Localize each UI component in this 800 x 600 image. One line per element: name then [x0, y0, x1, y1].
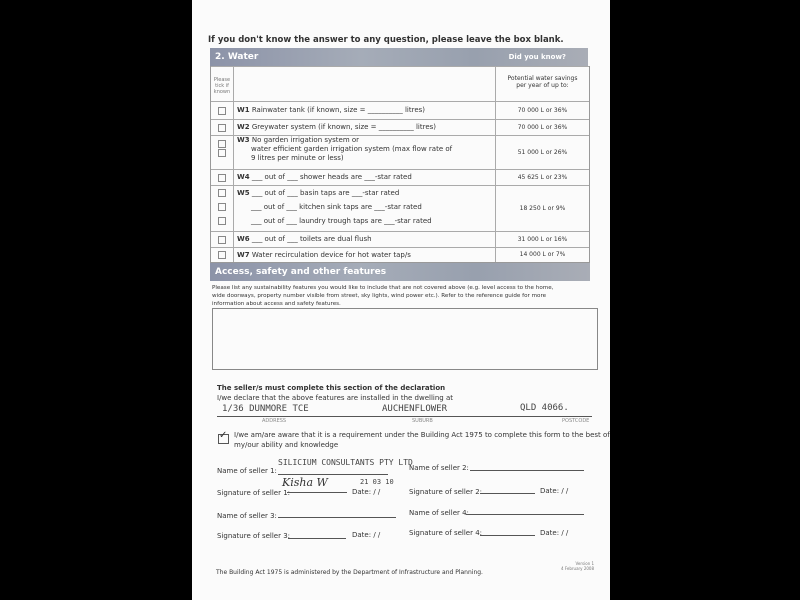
access-features-input[interactable]	[212, 308, 598, 370]
row-text: water efficient garden irrigation system (max flow rate of	[251, 145, 453, 153]
sig4-label: Signature of seller 4:	[409, 529, 483, 537]
footer-text: The Building Act 1975 is administered by the Department of Infrastructure and Planning.	[216, 569, 483, 576]
checkbox-w5-1[interactable]	[218, 189, 226, 197]
date3-label: Date: / /	[352, 531, 381, 539]
water-row-w3	[211, 135, 589, 169]
date4-label: Date: / /	[540, 529, 569, 537]
suburb-value[interactable]: AUCHENFLOWER	[382, 404, 448, 414]
water-row-w1	[211, 101, 589, 119]
water-title: 2. Water	[215, 52, 259, 62]
row-text: ___ out of ___ shower heads are ___-star rated	[251, 173, 412, 181]
access-instructions: Please list any sustainability features you would like to include that are not covered above (e.g. level access to the home, wide doorways, property number visible from street, sky lights, wind power etc.). Refer to the reference guide for more information about access and safety features.	[212, 285, 554, 307]
saving-value: 14 000 L or 7%	[519, 251, 566, 258]
row-code: W3	[237, 136, 250, 144]
row-text: 9 litres per minute or less)	[251, 154, 344, 162]
row-code: W2	[237, 123, 250, 131]
check-icon: ✓	[219, 430, 228, 441]
water-row-w4	[211, 169, 589, 185]
name3-label: Name of seller 3:	[217, 512, 277, 520]
aware-text: I/we am/are aware that it is a requirement under the Building Act 1975 to complete this form to the best of my/our ability and knowledge	[234, 431, 610, 449]
document-page	[192, 0, 610, 600]
row-text: Greywater system (if known, size = __________ litres)	[251, 123, 437, 131]
checkbox-w1-1[interactable]	[218, 107, 226, 115]
version-info: Version 1 4 February 2008	[561, 561, 594, 571]
row-code: W1	[237, 106, 250, 114]
sig3-label: Signature of seller 3:	[217, 532, 291, 540]
name1-label: Name of seller 1:	[217, 467, 277, 475]
suburb-label: SUBURB	[412, 418, 433, 424]
saving-value: 45 625 L or 23%	[517, 174, 568, 181]
row-text: No garden irrigation system or	[251, 136, 360, 144]
row-code: W7	[237, 251, 250, 259]
date1-value[interactable]: 21 03 10	[360, 478, 394, 486]
savings-header: Potential water savings per year of up to:	[507, 75, 578, 89]
address-label: ADDRESS	[262, 418, 287, 424]
water-row-w2	[211, 119, 589, 135]
checkbox-w6-1[interactable]	[218, 236, 226, 244]
postcode-label: POSTCODE	[562, 418, 590, 424]
date1-label: Date: / /	[352, 488, 381, 496]
row-code: W6	[237, 235, 250, 243]
table-header-row	[211, 66, 589, 101]
sig2-label: Signature of seller 2:	[409, 488, 483, 496]
water-table	[210, 66, 590, 263]
declaration-heading: The seller/s must complete this section of the declaration	[217, 384, 446, 392]
aware-checkbox[interactable]	[218, 430, 229, 444]
date2-label: Date: / /	[540, 487, 569, 495]
saving-value: 70 000 L or 36%	[517, 124, 568, 131]
row-text: ___ out of ___ laundry trough taps are ___-star rated	[251, 217, 432, 225]
water-row-w6	[211, 231, 589, 247]
checkbox-w7-1[interactable]	[218, 251, 226, 259]
checkbox-w5-3[interactable]	[218, 217, 226, 225]
water-row-w7	[211, 247, 589, 262]
tick-header: Please tick if known	[211, 67, 234, 101]
checkbox-w3-1[interactable]	[218, 140, 226, 148]
water-row-w5	[211, 185, 589, 231]
checkbox-w2-1[interactable]	[218, 124, 226, 132]
saving-value: 18 250 L or 9%	[519, 205, 566, 212]
instruction: If you don't know the answer to any question, please leave the box blank.	[208, 35, 564, 45]
row-text: Water recirculation device for hot water tap/s	[251, 251, 411, 259]
row-text: ___ out of ___ toilets are dual flush	[251, 235, 372, 243]
postcode-value[interactable]: QLD 4066.	[520, 403, 569, 413]
name1-value[interactable]: SILICIUM CONSULTANTS PTY LTD	[278, 458, 413, 467]
declaration-intro: I/we declare that the above features are installed in the dwelling at	[217, 394, 453, 402]
checkbox-w3-2[interactable]	[218, 149, 226, 157]
saving-value: 51 000 L or 26%	[517, 149, 568, 156]
row-text: ___ out of ___ basin taps are ___-star rated	[251, 189, 400, 197]
row-code: W5	[237, 189, 250, 197]
checkbox-w5-2[interactable]	[218, 203, 226, 211]
water-section-header	[210, 48, 588, 66]
name2-label: Name of seller 2:	[409, 464, 469, 472]
saving-value: 31 000 L or 16%	[517, 236, 568, 243]
name4-label: Name of seller 4:	[409, 509, 469, 517]
row-code: W4	[237, 173, 250, 181]
saving-value: 70 000 L or 36%	[517, 107, 568, 114]
address-value[interactable]: 1/36 DUNMORE TCE	[222, 404, 309, 414]
access-section-header: Access, safety and other features	[210, 263, 590, 281]
sig1-label: Signature of seller 1:	[217, 489, 291, 497]
signature-1[interactable]: Kisha W	[282, 476, 328, 489]
row-text: Rainwater tank (if known, size = __________ litres)	[251, 106, 426, 114]
row-text: ___ out of ___ kitchen sink taps are ___-star rated	[251, 203, 422, 211]
did-you-know: Did you know?	[508, 53, 566, 61]
checkbox-w4-1[interactable]	[218, 174, 226, 182]
